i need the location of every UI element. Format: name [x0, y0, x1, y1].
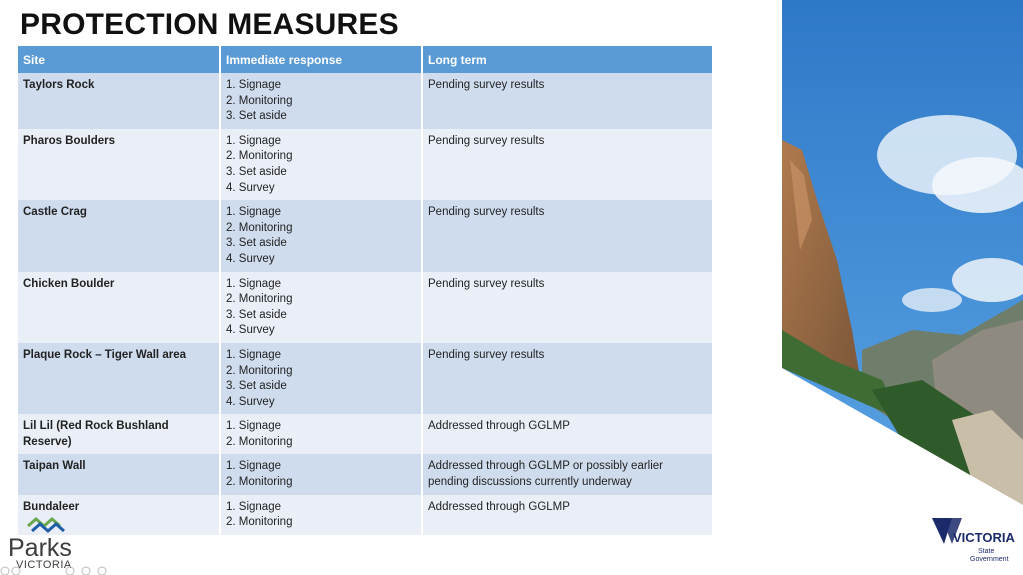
site-cell: Castle Crag	[18, 200, 220, 271]
victoria-logo-text: VICTORIA	[953, 530, 1015, 545]
parks-logo-subtext: VICTORIA	[16, 559, 72, 571]
site-cell: Taipan Wall	[18, 454, 220, 494]
long-term-cell: Pending survey results	[422, 200, 713, 271]
immediate-response-cell: 1. Signage 2. Monitoring	[220, 495, 422, 535]
table-row	[18, 343, 713, 414]
column-header-site: Site	[18, 46, 220, 73]
column-header-long-term: Long term	[422, 46, 713, 73]
immediate-response-cell: 1. Signage 2. Monitoring 3. Set aside 4. Survey	[220, 200, 422, 271]
long-term-cell: Addressed through GGLMP or possibly earlier pending discussions currently underway	[422, 454, 713, 494]
site-cell: Lil Lil (Red Rock Bushland Reserve)	[18, 414, 220, 454]
table-row	[18, 454, 713, 494]
immediate-response-cell: 1. Signage 2. Monitoring 3. Set aside	[220, 73, 422, 129]
slide-title: PROTECTION MEASURES	[20, 8, 399, 41]
site-cell: Pharos Boulders	[18, 129, 220, 200]
table-row	[18, 414, 713, 454]
victoria-state-government-logo	[930, 516, 1020, 568]
site-cell: Chicken Boulder	[18, 272, 220, 343]
long-term-cell: Addressed through GGLMP	[422, 495, 713, 535]
table-row	[18, 129, 713, 200]
site-cell: Bundaleer	[18, 495, 220, 535]
cliff-landscape-photo	[782, 0, 1023, 505]
site-cell: Plaque Rock – Tiger Wall area	[18, 343, 220, 414]
immediate-response-cell: 1. Signage 2. Monitoring	[220, 454, 422, 494]
table-row	[18, 200, 713, 271]
table-row	[18, 73, 713, 129]
victoria-logo-subtext-government: Government	[970, 556, 1009, 563]
immediate-response-cell: 1. Signage 2. Monitoring	[220, 414, 422, 454]
immediate-response-cell: 1. Signage 2. Monitoring 3. Set aside 4. Survey	[220, 343, 422, 414]
table-header-row	[18, 46, 713, 73]
victoria-logo-subtext-state: State	[978, 548, 995, 555]
immediate-response-cell: 1. Signage 2. Monitoring 3. Set aside 4. Survey	[220, 129, 422, 200]
protection-measures-table	[18, 46, 714, 535]
long-term-cell: Addressed through GGLMP	[422, 414, 713, 454]
long-term-cell: Pending survey results	[422, 73, 713, 129]
slide-toolbar-icons[interactable]	[0, 565, 120, 575]
site-cell: Taylors Rock	[18, 73, 220, 129]
long-term-cell: Pending survey results	[422, 129, 713, 200]
long-term-cell: Pending survey results	[422, 343, 713, 414]
table-row	[18, 272, 713, 343]
parks-victoria-logo	[6, 516, 106, 572]
table-body	[18, 73, 713, 535]
immediate-response-cell: 1. Signage 2. Monitoring 3. Set aside 4. Survey	[220, 272, 422, 343]
long-term-cell: Pending survey results	[422, 272, 713, 343]
column-header-immediate-response: Immediate response	[220, 46, 422, 73]
table-row	[18, 495, 713, 535]
parks-logo-text: Parks	[8, 534, 72, 562]
